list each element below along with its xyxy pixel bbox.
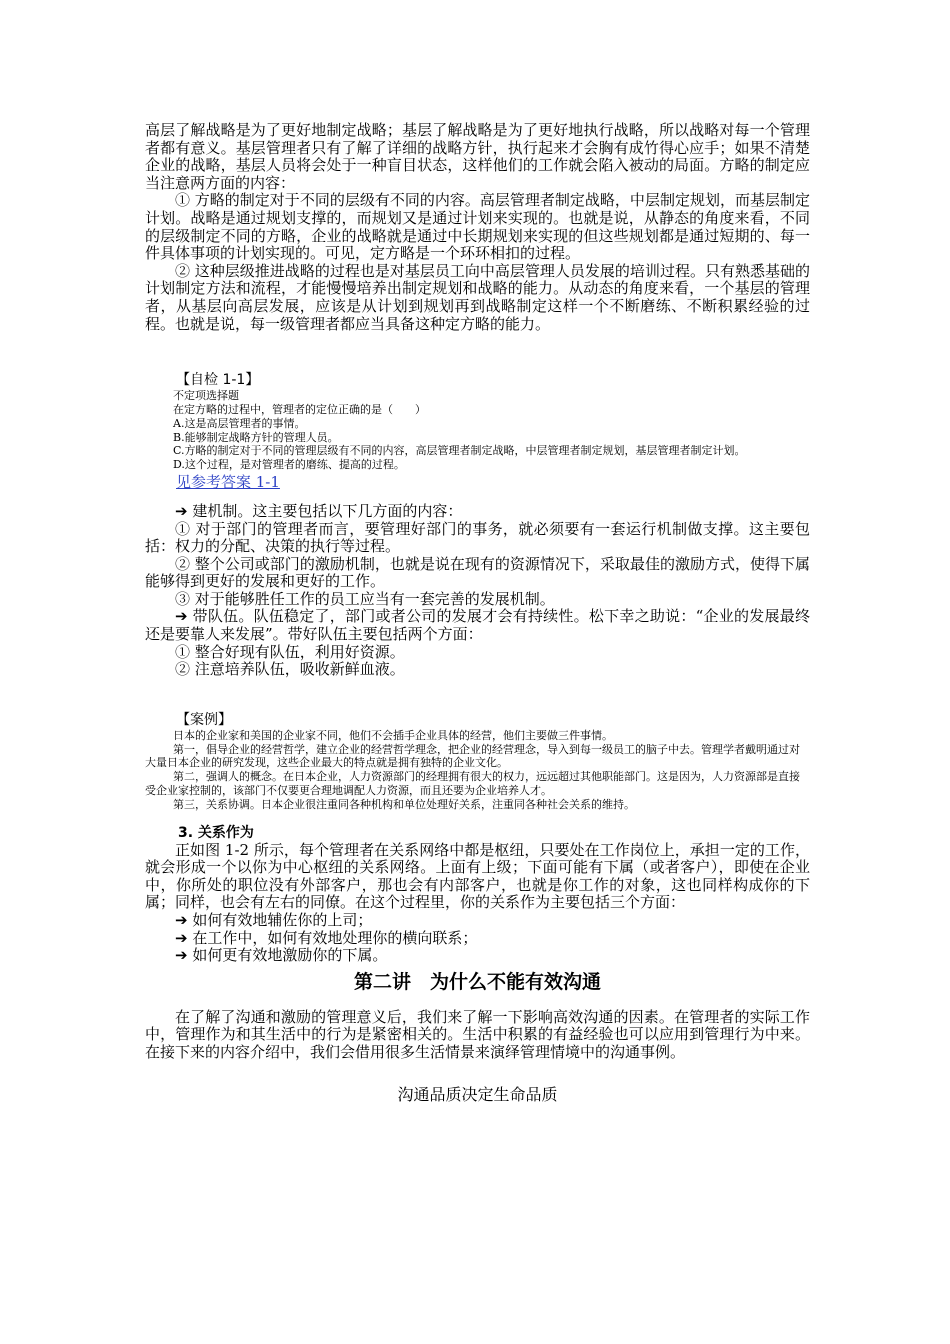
option-b: B.能够制定战略方针的管理人员。: [173, 430, 339, 444]
team-point-1: ① 整合好现有队伍，利用好资源。: [175, 642, 405, 661]
team-intro: ➔ 带队伍。队伍稳定了，部门或者公司的发展才会有持续性。松下幸之助说：“企业的发展最终还是要靠人来发展”。带好队伍主要包括两个方面：: [145, 607, 810, 644]
arrow-icon: ➔: [175, 607, 188, 626]
case-line-2: 第一，倡导企业的经营哲学，建立企业的经营哲学理念，把企业的经营理念，导入到每一级员工的脑子中去。管理学者戴明通过对大量日本企业的研究发现，这些企业最大的特点就是拥有独特的企业文化。: [145, 742, 800, 770]
mechanism-point-2: ② 整个公司或部门的激励机制，也就是说在现有的资源情况下，采取最佳的激励方式，使得下属能够得到更好的发展和更好的工作。: [145, 554, 810, 591]
intro-point-1: ① 方略的制定对于不同的层级有不同的内容。高层管理者制定战略，中层制定规划，而基层制定计划。战略是通过规划支撑的，而规划又是通过计划来实现的。也就是说，从静态的角度来看，不同的层级制定不同的方略，企业的战略就是通过中长期规划来实现的但这些规划都是通过短期的、每一件具体事项的计划实现的。可见，定方略是一个环环相扣的过程。: [145, 191, 810, 263]
option-d: D.这个过程，是对管理者的磨练、提高的过程。: [173, 458, 405, 472]
selfcheck-question: 在定方略的过程中，管理者的定位正确的是（ ）: [173, 402, 426, 416]
case-line-1: 日本的企业家和美国的企业家不同，他们不会插手企业具体的经营，他们主要做三件事情。: [173, 728, 613, 742]
option-c: C.方略的制定对于不同的管理层级有不同的内容，高层管理者制定战略，中层管理者制定规划，基层管理者制定计划。: [173, 444, 746, 458]
mechanism-section: [145, 503, 810, 679]
case-line-3: 第二，强调人的概念。在日本企业，人力资源部门的经理拥有很大的权力，远远超过其他职能部门。这是因为，人力资源部是直接受企业家控制的，该部门不仅要更合理地调配人力资源，而且还要为企业培养人才。: [145, 770, 800, 798]
arrow-icon: ➔: [175, 501, 188, 520]
lecture-title: 第二讲 为什么不能有效沟通: [353, 970, 601, 993]
arrow-icon: ➔: [175, 928, 188, 947]
document-page: [145, 122, 810, 1106]
relation-paragraph: 正如图 1-2 所示，每个管理者在关系网络中都是枢纽，只要处在工作岗位上，承担一定的工作，就会形成一个以你为中心枢纽的关系网络。上面有上级；下面可能有下属（或者客户），即使在企业中，你所处的职位没有外部客户，那也会有内部客户，也就是你工作的对象，这也同样构成你的下属；同样，也会有左右的同僚。在这个过程里，你的关系作为主要包括三个方面：: [145, 840, 810, 912]
mechanism-point-3: ③ 对于能够胜任工作的员工应当有一套完善的发展机制。: [175, 589, 555, 608]
relation-heading: 3. 关系作为: [178, 824, 254, 841]
relation-bullet-1: ➔ 如何有效地辅佐你的上司；: [175, 911, 373, 929]
relation-bullet-3: ➔ 如何更有效地激励你的下属。: [175, 946, 388, 965]
selfcheck-block: [145, 371, 810, 491]
selfcheck-heading: 【自检 1-1】: [176, 372, 260, 389]
case-line-4: 第三，关系协调。日本企业很注重同各种机构和单位处理好关系，注重同各种社会关系的维持。: [173, 797, 635, 811]
relation-bullet-2: ➔ 在工作中，如何有效地处理你的横向联系；: [175, 928, 478, 947]
relation-section: [145, 824, 810, 965]
arrow-icon: ➔: [175, 946, 188, 965]
arrow-icon: ➔: [175, 911, 188, 929]
selfcheck-type: 不定项选择题: [173, 389, 239, 403]
lecture-paragraph: 在了解了沟通和激励的管理意义后，我们来了解一下影响高效沟通的因素。在管理者的实际工作中，管理作为和其生活中的行为是紧密相关的。生活中积累的有益经验也可以应用到管理行为中来。在接下来的内容介绍中，我们会借用很多生活情景来演绎管理情境中的沟通事例。: [145, 1007, 810, 1061]
lecture-subtitle: 沟通品质决定生命品质: [397, 1084, 558, 1104]
case-heading: 【案例】: [176, 711, 232, 728]
mechanism-intro: ➔ 建机制。这主要包括以下几方面的内容：: [175, 501, 463, 520]
option-a: A.这是高层管理者的事情。: [173, 416, 306, 430]
case-block: [145, 711, 810, 812]
team-point-2: ② 注意培养队伍，吸收新鲜血液。: [175, 660, 405, 679]
mechanism-point-1: ① 对于部门的管理者而言，要管理好部门的事务，就必须要有一套运行机制做支撑。这主要包括：权力的分配、决策的执行等过程。: [145, 519, 810, 556]
intro-paragraph: 高层了解战略是为了更好地制定战略；基层了解战略是为了更好地执行战略，所以战略对每一个管理者都有意义。基层管理者只有了解了详细的战略方针，执行起来才会胸有成竹得心应手；如果不清楚企业的战略，基层人员将会处于一种盲目状态，这样他们的工作就会陷入被动的局面。方略的制定应当注意两方面的内容：: [145, 121, 810, 192]
intro-point-2: ② 这种层级推进战略的过程也是对基层员工向中高层管理人员发展的培训过程。只有熟悉基础的计划制定方法和流程，才能慢慢培养出制定规划和战略的能力。从动态的角度来看，一个基层的管理者，从基层向高层发展，应该是从计划到规划再到战略制定这样一个不断磨练、不断积累经验的过程。也就是说，每一级管理者都应当具备这种定方略的能力。: [145, 261, 810, 333]
answer-link[interactable]: 见参考答案 1-1: [176, 472, 280, 491]
